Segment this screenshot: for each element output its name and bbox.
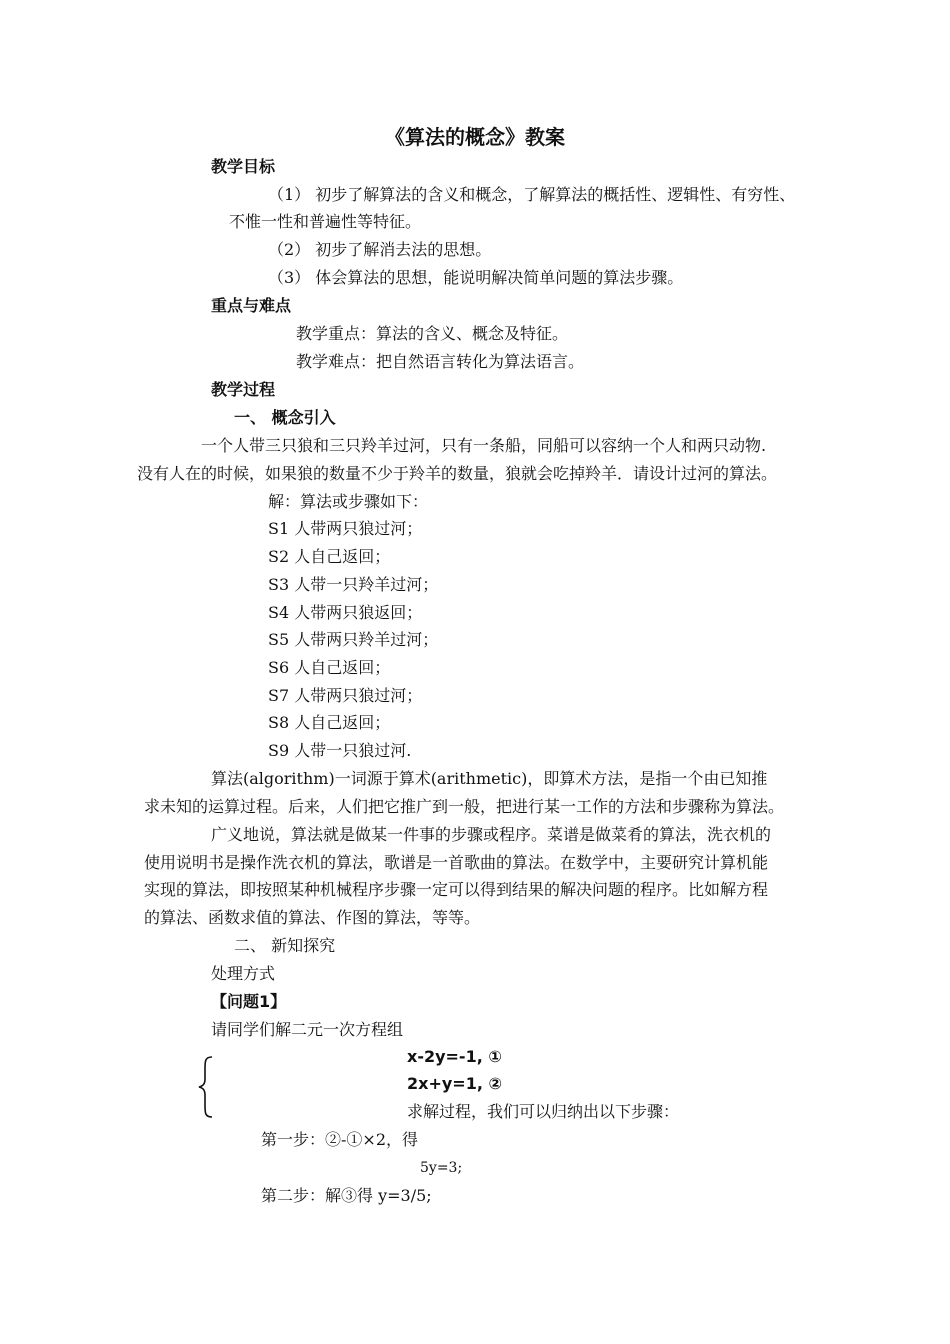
problem-line-1: 一个人带三只狼和三只羚羊过河，只有一条船，同船可以容纳一个人和两只动物. bbox=[201, 436, 767, 455]
equation-1: x-2y=-1, ① bbox=[407, 1047, 502, 1066]
paragraph-2-line-4: 的算法、函数求值的算法、作图的算法，等等。 bbox=[144, 908, 481, 927]
step-item: S8 人自己返回； bbox=[268, 713, 391, 732]
paragraph-1-line-2: 求未知的运算过程。后来，人们把它推广到一般，把进行某一工作的方法和步骤称为算法。 bbox=[144, 797, 785, 816]
method-label: 处理方式 bbox=[211, 964, 276, 983]
goal-item-1-line-1: （1） 初步了解算法的含义和概念，了解算法的概括性、逻辑性、有穷性、 bbox=[268, 185, 796, 204]
step-item: S5 人带两只羚羊过河； bbox=[268, 630, 439, 649]
left-brace-icon bbox=[196, 1055, 216, 1119]
paragraph-2-line-1: 广义地说，算法就是做某一件事的步骤或程序。菜谱是做菜肴的算法，洗衣机的 bbox=[211, 825, 772, 844]
goal-item-1-line-2: 不惟一性和普遍性等特征。 bbox=[229, 212, 422, 231]
goals-heading: 教学目标 bbox=[211, 157, 276, 176]
step-item: S7 人带两只狼过河； bbox=[268, 686, 423, 705]
paragraph-2-line-3: 实现的算法，即按照某种机械程序步骤一定可以得到结果的解决问题的程序。比如解方程 bbox=[144, 880, 769, 899]
section-2-heading: 二、 新知探究 bbox=[234, 936, 336, 955]
equation-2: 2x+y=1, ② bbox=[407, 1074, 503, 1093]
solve-step-2: 第二步：解③得 y=3/5; bbox=[261, 1186, 432, 1205]
question-1-text: 请同学们解二元一次方程组 bbox=[211, 1020, 404, 1039]
step-item: S2 人自己返回； bbox=[268, 547, 391, 566]
paragraph-2-line-2: 使用说明书是操作洗衣机的算法，歌谱是一首歌曲的算法。在数学中，主要研究计算机能 bbox=[144, 853, 769, 872]
section-1-heading: 一、 概念引入 bbox=[234, 408, 336, 427]
goal-item-3: （3） 体会算法的思想，能说明解决简单问题的算法步骤。 bbox=[268, 268, 684, 287]
focus-difficult-point: 教学难点：把自然语言转化为算法语言。 bbox=[296, 352, 585, 371]
paragraph-1-line-1: 算法(algorithm)一词源于算术(arithmetic)，即算术方法，是指一个由已知推 bbox=[211, 769, 768, 788]
step-item: S3 人带一只羚羊过河； bbox=[268, 575, 439, 594]
derivation-intro: 求解过程，我们可以归纳出以下步骤： bbox=[407, 1102, 680, 1121]
goal-item-2: （2） 初步了解消去法的思想。 bbox=[268, 240, 492, 259]
solution-intro: 解：算法或步骤如下： bbox=[268, 492, 429, 511]
solve-step-1-result: 5y=3; bbox=[420, 1160, 463, 1176]
solve-step-1: 第一步：②-①×2，得 bbox=[261, 1130, 418, 1149]
step-item: S9 人带一只狼过河. bbox=[268, 741, 412, 760]
step-item: S6 人自己返回； bbox=[268, 658, 391, 677]
step-item: S1 人带两只狼过河； bbox=[268, 519, 423, 538]
question-1-label: 【问题1】 bbox=[211, 992, 287, 1011]
step-item: S4 人带两只狼返回； bbox=[268, 603, 423, 622]
problem-line-2: 没有人在的时候，如果狼的数量不少于羚羊的数量，狼就会吃掉羚羊．请设计过河的算法。 bbox=[137, 464, 778, 483]
focus-key-point: 教学重点：算法的含义、概念及特征。 bbox=[296, 324, 569, 343]
focus-heading: 重点与难点 bbox=[211, 296, 292, 315]
page-title: 《算法的概念》教案 bbox=[385, 125, 565, 149]
process-heading: 教学过程 bbox=[211, 380, 276, 399]
